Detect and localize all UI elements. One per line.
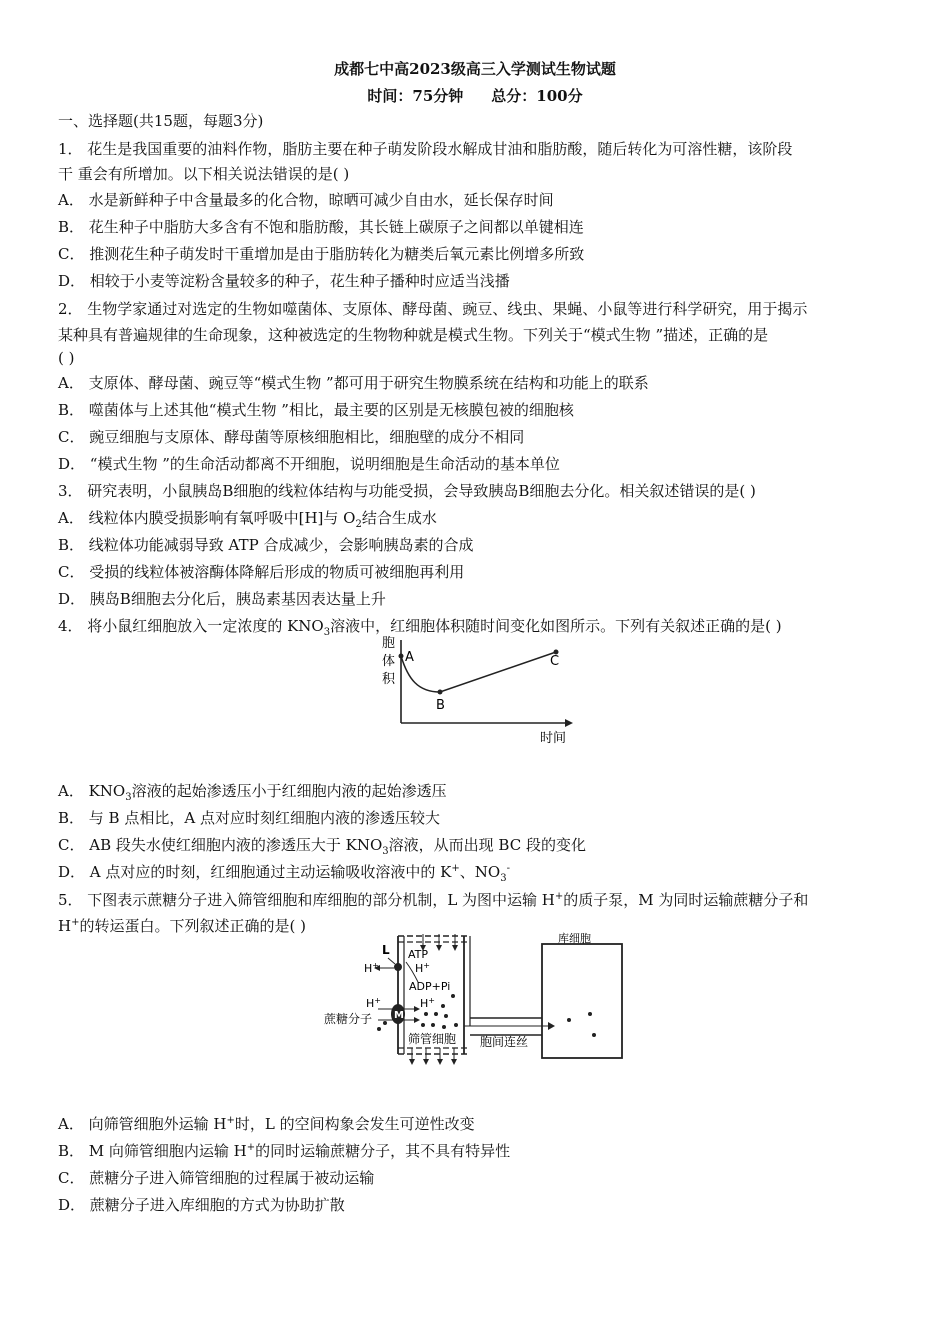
q5-stem-line1: 5． 下图表示蔗糖分子进入筛管细胞和库细胞的部分机制，L 为图中运输 H+的质子泵，M 为同时运输蔗糖分子和 [58,891,809,909]
label-adp: ADP+Pi [409,980,451,993]
q4-option-d: D． A 点对应的时刻，红细胞通过主动运输吸收溶液中的 K+、$NO_3^-$ [58,863,510,884]
q5-option-a: A． 向筛管细胞外运输 H+时，L 的空间构象会发生可逆性改变 [58,1115,475,1133]
q4-volume-graph [360,634,580,750]
q5-option-c: C． 蔗糖分子进入筛管细胞的过程属于被动运输 [58,1169,375,1187]
q3-option-c: C． 受损的线粒体被溶酶体降解后形成的物质可被细胞再利用 [58,563,465,581]
exam-meta [0,85,950,106]
q2-option-d: D． “模式生物 ”的生命活动都离不开细胞，说明细胞是生命活动的基本单位 [58,455,560,473]
q2-option-b: B． 噬菌体与上述其他“模式生物 ”相比，最主要的区别是无核膜包被的细胞核 [58,401,574,419]
q4-option-b: B． 与 B 点相比，A 点对应时刻红细胞内液的渗透压较大 [58,809,440,827]
volume-curve [401,652,556,692]
exam-title: 成都七中高2023级高三入学测试生物试题 [334,60,616,78]
q1-stem-line2: 干 重会有所增加。以下相关说法错误的是( ) [58,165,350,183]
sucrose-dot [567,1018,571,1022]
label-h-pump: H+ [415,961,430,975]
label-sieve-cell: 筛管细胞 [408,1032,457,1046]
label-h-m-in: H+ [420,996,435,1010]
flow-arrowheads-bottom [409,1059,457,1065]
q4-option-c: C． AB 段失水使红细胞内液的渗透压大于 $KNO_3$溶液，从而出现 BC 段的变化 [58,836,586,857]
l-pointer [388,958,395,964]
q1-option-c: C． 推测花生种子萌发时干重增加是由于脂肪转化为糖类后氧元素比例增多所致 [58,245,585,263]
sink-cell [542,944,622,1058]
y-label-char2: 体 [382,654,396,669]
label-m: M [394,1010,404,1021]
q1-stem-line1: 1． 花生是我国重要的油料作物，脂肪主要在种子萌发阶段水解成甘油和脂肪酸，随后转化为可溶性糖，该阶段 [58,140,793,158]
q5-stem-line2: H+的转运蛋白。下列叙述正确的是( ) [58,917,306,935]
point-c-label: C [550,654,560,669]
y-label-char1: 胞 [382,636,396,651]
q4-option-a: A． $KNO_3$溶液的起始渗透压小于红细胞内液的起始渗透压 [58,782,447,803]
sieve-sucrose-dots [377,994,458,1031]
sucrose-dot [588,1012,592,1016]
q1-option-b: B． 花生种子中脂肪大多含有不饱和脂肪酸，其长链上碳原子之间都以单键相连 [58,218,584,236]
sucrose-dot [592,1033,596,1037]
time-label: 时间：75分钟 [367,87,464,105]
q5-option-d: D． 蔗糖分子进入库细胞的方式为协助扩散 [58,1196,345,1214]
q2-stem-line1: 2． 生物学家通过对选定的生物如噬菌体、支原体、酵母菌、豌豆、线虫、果蝇、小鼠等进行科学研究，用于揭示 [58,300,808,318]
m-sucrose-arrowhead [414,1017,420,1023]
score-label: 总分：100分 [491,87,583,105]
section-heading: 一、选择题(共15题，每题3分) [58,112,264,130]
point-a-marker [399,654,404,659]
label-sink-cell: 库细胞 [558,932,591,945]
q2-stem-line2: 某种具有普遍规律的生命现象，这种被选定的生物物种就是模式生物。下列关于“模式生物 ”描述，正确的是 [58,326,769,344]
q2-option-a: A． 支原体、酵母菌、豌豆等“模式生物 ”都可用于研究生物膜系统在结构和功能上的联系 [58,374,649,392]
point-a-label: A [405,650,414,665]
proton-pump-l [394,963,402,971]
point-b-marker [438,690,443,695]
label-atp: ATP [408,948,429,961]
label-plasmodesma: 胞间连丝 [480,1035,529,1049]
flow-arrows-bottom [412,1048,454,1062]
label-l: L [382,943,390,957]
plasmodesma-arrowhead [548,1022,555,1030]
q5-option-b: B． M 向筛管细胞内运输 H+的同时运输蔗糖分子，其不具有特异性 [58,1142,511,1160]
q1-option-d: D． 相较于小麦等淀粉含量较多的种子，花生种子播种时应适当浅播 [58,272,510,290]
q3-option-a: A． 线粒体内膜受损影响有氧呼吸中[H]与 $O_2$结合生成水 [58,509,437,530]
q1-option-a: A． 水是新鲜种子中含量最多的化合物，晾晒可减少自由水，延长保存时间 [58,191,554,209]
y-label-char3: 积 [382,672,396,687]
x-label: 时间 [540,731,567,746]
label-h-m-out: H+ [366,996,381,1010]
label-h-out: H+ [364,961,379,975]
x-axis-arrow [565,719,573,727]
q3-option-d: D． 胰岛B细胞去分化后，胰岛素基因表达量上升 [58,590,386,608]
q5-transport-diagram [322,930,627,1070]
q2-option-c: C． 豌豆细胞与支原体、酵母菌等原核细胞相比，细胞壁的成分不相同 [58,428,525,446]
label-sucrose: 蔗糖分子 [324,1012,373,1026]
q3-stem: 3． 研究表明，小鼠胰岛B细胞的线粒体结构与功能受损，会导致胰岛B细胞去分化。相关叙述错误的是( ) [58,482,756,500]
q4-stem: 4． 将小鼠红细胞放入一定浓度的 $KNO_3$溶液中，红细胞体积随时间变化如图所示。下列有关叙述正确的是( ) [58,617,782,638]
point-b-label: B [436,698,445,713]
q2-stem-line3: ( ) [58,349,75,367]
q3-option-b: B． 线粒体功能减弱导致 ATP 合成减少，会影响胰岛素的合成 [58,536,474,554]
